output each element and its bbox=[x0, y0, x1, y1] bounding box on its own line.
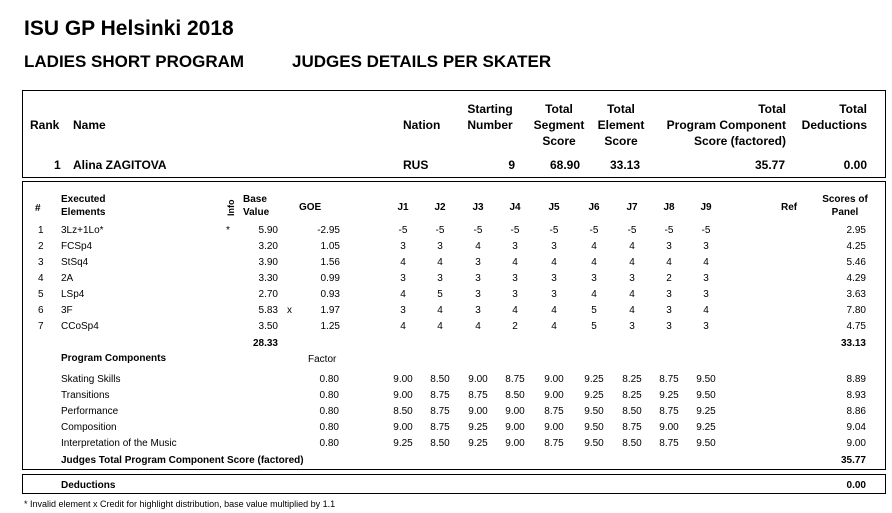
element-judge-score: 4 bbox=[400, 289, 406, 300]
skater-deductions: 0.00 bbox=[843, 158, 867, 172]
judge-header-8: J8 bbox=[663, 202, 675, 213]
element-judge-score: 4 bbox=[591, 257, 597, 268]
element-name: FCSp4 bbox=[61, 241, 93, 252]
component-factor: 0.80 bbox=[319, 406, 339, 417]
component-judge-score: 8.75 bbox=[505, 374, 525, 385]
judge-header-3: J3 bbox=[472, 202, 484, 213]
element-judge-score: 3 bbox=[703, 241, 709, 252]
element-base-value: 3.90 bbox=[258, 257, 278, 268]
skater-nation: RUS bbox=[403, 158, 429, 172]
judge-header-2: J2 bbox=[434, 202, 446, 213]
component-name: Performance bbox=[61, 406, 119, 417]
element-info: * bbox=[226, 225, 230, 236]
component-judge-score: 8.75 bbox=[659, 374, 679, 385]
component-judge-score: 8.25 bbox=[622, 390, 642, 401]
element-num: 6 bbox=[38, 305, 44, 316]
judge-header-1: J1 bbox=[397, 202, 409, 213]
element-panel-score: 7.80 bbox=[846, 305, 866, 316]
segment-title: LADIES SHORT PROGRAM bbox=[24, 52, 245, 71]
component-judge-score: 9.25 bbox=[584, 390, 604, 401]
component-judge-score: 8.50 bbox=[622, 406, 642, 417]
element-judge-score: 3 bbox=[551, 273, 557, 284]
element-judge-score: 3 bbox=[629, 321, 635, 332]
element-num: 2 bbox=[38, 241, 44, 252]
info-header: Info bbox=[226, 199, 236, 216]
judge-header-6: J6 bbox=[588, 202, 600, 213]
element-goe: 1.56 bbox=[320, 257, 340, 268]
component-judge-score: 9.25 bbox=[468, 438, 488, 449]
judge-header-9: J9 bbox=[700, 202, 712, 213]
component-name: Composition bbox=[61, 422, 117, 433]
component-panel-score: 9.04 bbox=[846, 422, 866, 433]
component-judge-score: 8.75 bbox=[622, 422, 642, 433]
element-judge-score: 4 bbox=[551, 257, 557, 268]
element-judge-score: -5 bbox=[398, 225, 408, 236]
element-judge-score: 3 bbox=[551, 289, 557, 300]
component-judge-score: 8.50 bbox=[430, 374, 450, 385]
component-judge-score: 9.25 bbox=[696, 406, 716, 417]
element-judge-score: 4 bbox=[551, 321, 557, 332]
component-judge-score: 9.25 bbox=[393, 438, 413, 449]
component-judge-score: 8.75 bbox=[468, 390, 488, 401]
component-factor: 0.80 bbox=[319, 422, 339, 433]
component-name: Interpretation of the Music bbox=[61, 438, 177, 449]
component-judge-score: 9.00 bbox=[393, 374, 413, 385]
component-panel-score: 8.89 bbox=[846, 374, 866, 385]
element-judge-score: 3 bbox=[666, 289, 672, 300]
element-judge-score: 3 bbox=[666, 241, 672, 252]
element-num: 7 bbox=[38, 321, 44, 332]
tes-header: Total Element Score bbox=[597, 102, 645, 148]
element-judge-score: 3 bbox=[475, 289, 481, 300]
component-judge-score: 8.50 bbox=[622, 438, 642, 449]
footnote: * Invalid element x Credit for highlight distribution, base value multiplied by 1.1 bbox=[24, 499, 336, 509]
element-panel-score: 4.75 bbox=[846, 321, 866, 332]
component-judge-score: 9.25 bbox=[659, 390, 679, 401]
element-judge-score: 3 bbox=[666, 321, 672, 332]
component-judge-score: 8.75 bbox=[430, 390, 450, 401]
element-judge-score: 3 bbox=[703, 289, 709, 300]
component-judge-score: 9.00 bbox=[505, 438, 525, 449]
element-judge-score: -5 bbox=[627, 225, 637, 236]
element-judge-score: 4 bbox=[400, 257, 406, 268]
element-judge-score: 3 bbox=[703, 273, 709, 284]
element-judge-score: 4 bbox=[591, 241, 597, 252]
element-goe: 1.97 bbox=[320, 305, 340, 316]
skater-tss: 68.90 bbox=[549, 158, 580, 172]
element-judge-score: 3 bbox=[475, 273, 481, 284]
base-value-total: 28.33 bbox=[252, 338, 278, 349]
starting-number-header: Starting Number bbox=[467, 102, 513, 132]
element-judge-score: 5 bbox=[591, 305, 597, 316]
element-judge-score: -5 bbox=[664, 225, 674, 236]
component-judge-score: 9.00 bbox=[505, 406, 525, 417]
component-judge-score: 8.75 bbox=[659, 438, 679, 449]
pcs-total-label: Judges Total Program Component Score (factored) bbox=[61, 455, 304, 466]
element-panel-score: 5.46 bbox=[846, 257, 866, 268]
element-base-value: 3.30 bbox=[258, 273, 278, 284]
component-judge-score: 9.50 bbox=[584, 422, 604, 433]
skater-name: Alina ZAGITOVA bbox=[73, 158, 167, 172]
component-name: Transitions bbox=[61, 390, 110, 401]
component-judge-score: 9.00 bbox=[468, 406, 488, 417]
element-name: 3F bbox=[61, 305, 73, 316]
element-base-value: 2.70 bbox=[258, 289, 278, 300]
element-name: 3Lz+1Lo* bbox=[61, 225, 104, 236]
element-name: StSq4 bbox=[61, 257, 89, 268]
element-judge-score: 4 bbox=[475, 241, 481, 252]
element-judge-score: -5 bbox=[435, 225, 445, 236]
element-judge-score: 4 bbox=[591, 289, 597, 300]
component-judge-score: 9.50 bbox=[696, 438, 716, 449]
element-panel-score: 4.25 bbox=[846, 241, 866, 252]
component-judge-score: 9.00 bbox=[393, 422, 413, 433]
component-factor: 0.80 bbox=[319, 438, 339, 449]
element-judge-score: 4 bbox=[666, 257, 672, 268]
component-judge-score: 8.75 bbox=[430, 406, 450, 417]
component-judge-score: 9.50 bbox=[584, 406, 604, 417]
element-base-value: 5.90 bbox=[258, 225, 278, 236]
element-base-value: 5.83 bbox=[258, 305, 278, 316]
skater-rank: 1 bbox=[54, 158, 61, 172]
component-judge-score: 8.50 bbox=[430, 438, 450, 449]
component-judge-score: 8.50 bbox=[505, 390, 525, 401]
tes-total: 33.13 bbox=[840, 338, 866, 349]
deductions-box bbox=[22, 474, 886, 494]
scores-of-panel-header: Scores of Panel bbox=[822, 194, 868, 218]
component-name: Skating Skills bbox=[61, 374, 121, 385]
num-header: # bbox=[35, 203, 41, 214]
element-goe: 0.99 bbox=[320, 273, 340, 284]
element-judge-score: 3 bbox=[437, 273, 443, 284]
component-factor: 0.80 bbox=[319, 390, 339, 401]
component-panel-score: 8.93 bbox=[846, 390, 866, 401]
element-judge-score: -5 bbox=[473, 225, 483, 236]
element-panel-score: 4.29 bbox=[846, 273, 866, 284]
component-judge-score: 8.75 bbox=[430, 422, 450, 433]
element-num: 3 bbox=[38, 257, 44, 268]
deductions-label: Deductions bbox=[61, 480, 116, 491]
element-name: 2A bbox=[61, 273, 74, 284]
element-base-value: 3.20 bbox=[258, 241, 278, 252]
judge-header-4: J4 bbox=[509, 202, 521, 213]
component-judge-score: 9.50 bbox=[584, 438, 604, 449]
element-judge-score: 3 bbox=[591, 273, 597, 284]
report-title: JUDGES DETAILS PER SKATER bbox=[292, 52, 552, 71]
element-judge-score: 4 bbox=[437, 257, 443, 268]
component-judge-score: 9.00 bbox=[544, 374, 564, 385]
element-judge-score: 2 bbox=[666, 273, 672, 284]
element-judge-score: 4 bbox=[475, 321, 481, 332]
element-judge-score: 3 bbox=[512, 241, 518, 252]
deductions-value: 0.00 bbox=[846, 480, 866, 491]
element-judge-score: 4 bbox=[512, 257, 518, 268]
component-judge-score: 9.00 bbox=[393, 390, 413, 401]
element-judge-score: 3 bbox=[475, 305, 481, 316]
component-judge-score: 9.50 bbox=[696, 374, 716, 385]
element-judge-score: 3 bbox=[666, 305, 672, 316]
element-judge-score: 4 bbox=[703, 257, 709, 268]
element-num: 1 bbox=[38, 225, 44, 236]
element-goe: 0.93 bbox=[320, 289, 340, 300]
element-judge-score: 3 bbox=[400, 305, 406, 316]
base-value-header: Base Value bbox=[243, 194, 270, 218]
element-judge-score: 3 bbox=[512, 273, 518, 284]
skater-starting-number: 9 bbox=[508, 158, 515, 172]
event-title: ISU GP Helsinki 2018 bbox=[24, 17, 234, 40]
element-judge-score: -5 bbox=[701, 225, 711, 236]
element-base-value: 3.50 bbox=[258, 321, 278, 332]
element-judge-score: 4 bbox=[629, 257, 635, 268]
element-judge-score: 4 bbox=[629, 241, 635, 252]
skater-pcs: 35.77 bbox=[754, 158, 785, 172]
ref-header: Ref bbox=[781, 202, 798, 213]
element-goe: 1.25 bbox=[320, 321, 340, 332]
executed-elements-header: Executed Elements bbox=[61, 194, 106, 218]
goe-header: GOE bbox=[299, 202, 322, 213]
skater-tes: 33.13 bbox=[609, 158, 640, 172]
component-judge-score: 8.75 bbox=[544, 438, 564, 449]
deductions-header: Total Deductions bbox=[801, 102, 867, 132]
component-judge-score: 9.00 bbox=[505, 422, 525, 433]
component-judge-score: 9.00 bbox=[468, 374, 488, 385]
element-judge-score: 5 bbox=[437, 289, 443, 300]
element-judge-score: 4 bbox=[629, 289, 635, 300]
component-factor: 0.80 bbox=[319, 374, 339, 385]
element-judge-score: 4 bbox=[512, 305, 518, 316]
element-judge-score: 3 bbox=[551, 241, 557, 252]
component-judge-score: 9.00 bbox=[659, 422, 679, 433]
element-judge-score: 3 bbox=[475, 257, 481, 268]
element-goe: -2.95 bbox=[317, 225, 340, 236]
component-judge-score: 8.75 bbox=[659, 406, 679, 417]
element-judge-score: -5 bbox=[549, 225, 559, 236]
element-judge-score: 3 bbox=[437, 241, 443, 252]
element-judge-score: 4 bbox=[703, 305, 709, 316]
element-judge-score: 4 bbox=[437, 321, 443, 332]
element-judge-score: 4 bbox=[437, 305, 443, 316]
element-num: 4 bbox=[38, 273, 44, 284]
tss-header: Total Segment Score bbox=[533, 102, 585, 148]
factor-header: Factor bbox=[308, 354, 337, 365]
element-panel-score: 3.63 bbox=[846, 289, 866, 300]
element-judge-score: 4 bbox=[629, 305, 635, 316]
element-panel-score: 2.95 bbox=[846, 225, 866, 236]
component-judge-score: 8.75 bbox=[544, 406, 564, 417]
element-judge-score: 3 bbox=[400, 241, 406, 252]
component-judge-score: 9.00 bbox=[544, 422, 564, 433]
element-judge-score: 4 bbox=[400, 321, 406, 332]
judge-header-5: J5 bbox=[548, 202, 560, 213]
component-judge-score: 9.25 bbox=[696, 422, 716, 433]
element-judge-score: 3 bbox=[400, 273, 406, 284]
rank-header: Rank bbox=[30, 118, 60, 132]
element-judge-score: 3 bbox=[512, 289, 518, 300]
element-bonus-marker: x bbox=[287, 305, 292, 316]
nation-header: Nation bbox=[403, 118, 441, 132]
name-header: Name bbox=[73, 118, 106, 132]
component-judge-score: 9.00 bbox=[544, 390, 564, 401]
judge-header-7: J7 bbox=[626, 202, 638, 213]
element-judge-score: 2 bbox=[512, 321, 518, 332]
element-name: CCoSp4 bbox=[61, 321, 99, 332]
component-panel-score: 9.00 bbox=[846, 438, 866, 449]
element-judge-score: 3 bbox=[629, 273, 635, 284]
pcs-total: 35.77 bbox=[840, 455, 866, 466]
program-components-header: Program Components bbox=[61, 353, 167, 364]
element-goe: 1.05 bbox=[320, 241, 340, 252]
element-judge-score: 5 bbox=[591, 321, 597, 332]
element-judge-score: -5 bbox=[510, 225, 520, 236]
component-judge-score: 9.25 bbox=[584, 374, 604, 385]
pcs-header: Total Program Component Score (factored) bbox=[666, 102, 786, 148]
component-judge-score: 9.25 bbox=[468, 422, 488, 433]
component-judge-score: 8.50 bbox=[393, 406, 413, 417]
element-num: 5 bbox=[38, 289, 44, 300]
component-panel-score: 8.86 bbox=[846, 406, 866, 417]
component-judge-score: 8.25 bbox=[622, 374, 642, 385]
element-judge-score: -5 bbox=[589, 225, 599, 236]
element-judge-score: 4 bbox=[551, 305, 557, 316]
component-judge-score: 9.50 bbox=[696, 390, 716, 401]
element-judge-score: 3 bbox=[703, 321, 709, 332]
element-name: LSp4 bbox=[61, 289, 85, 300]
